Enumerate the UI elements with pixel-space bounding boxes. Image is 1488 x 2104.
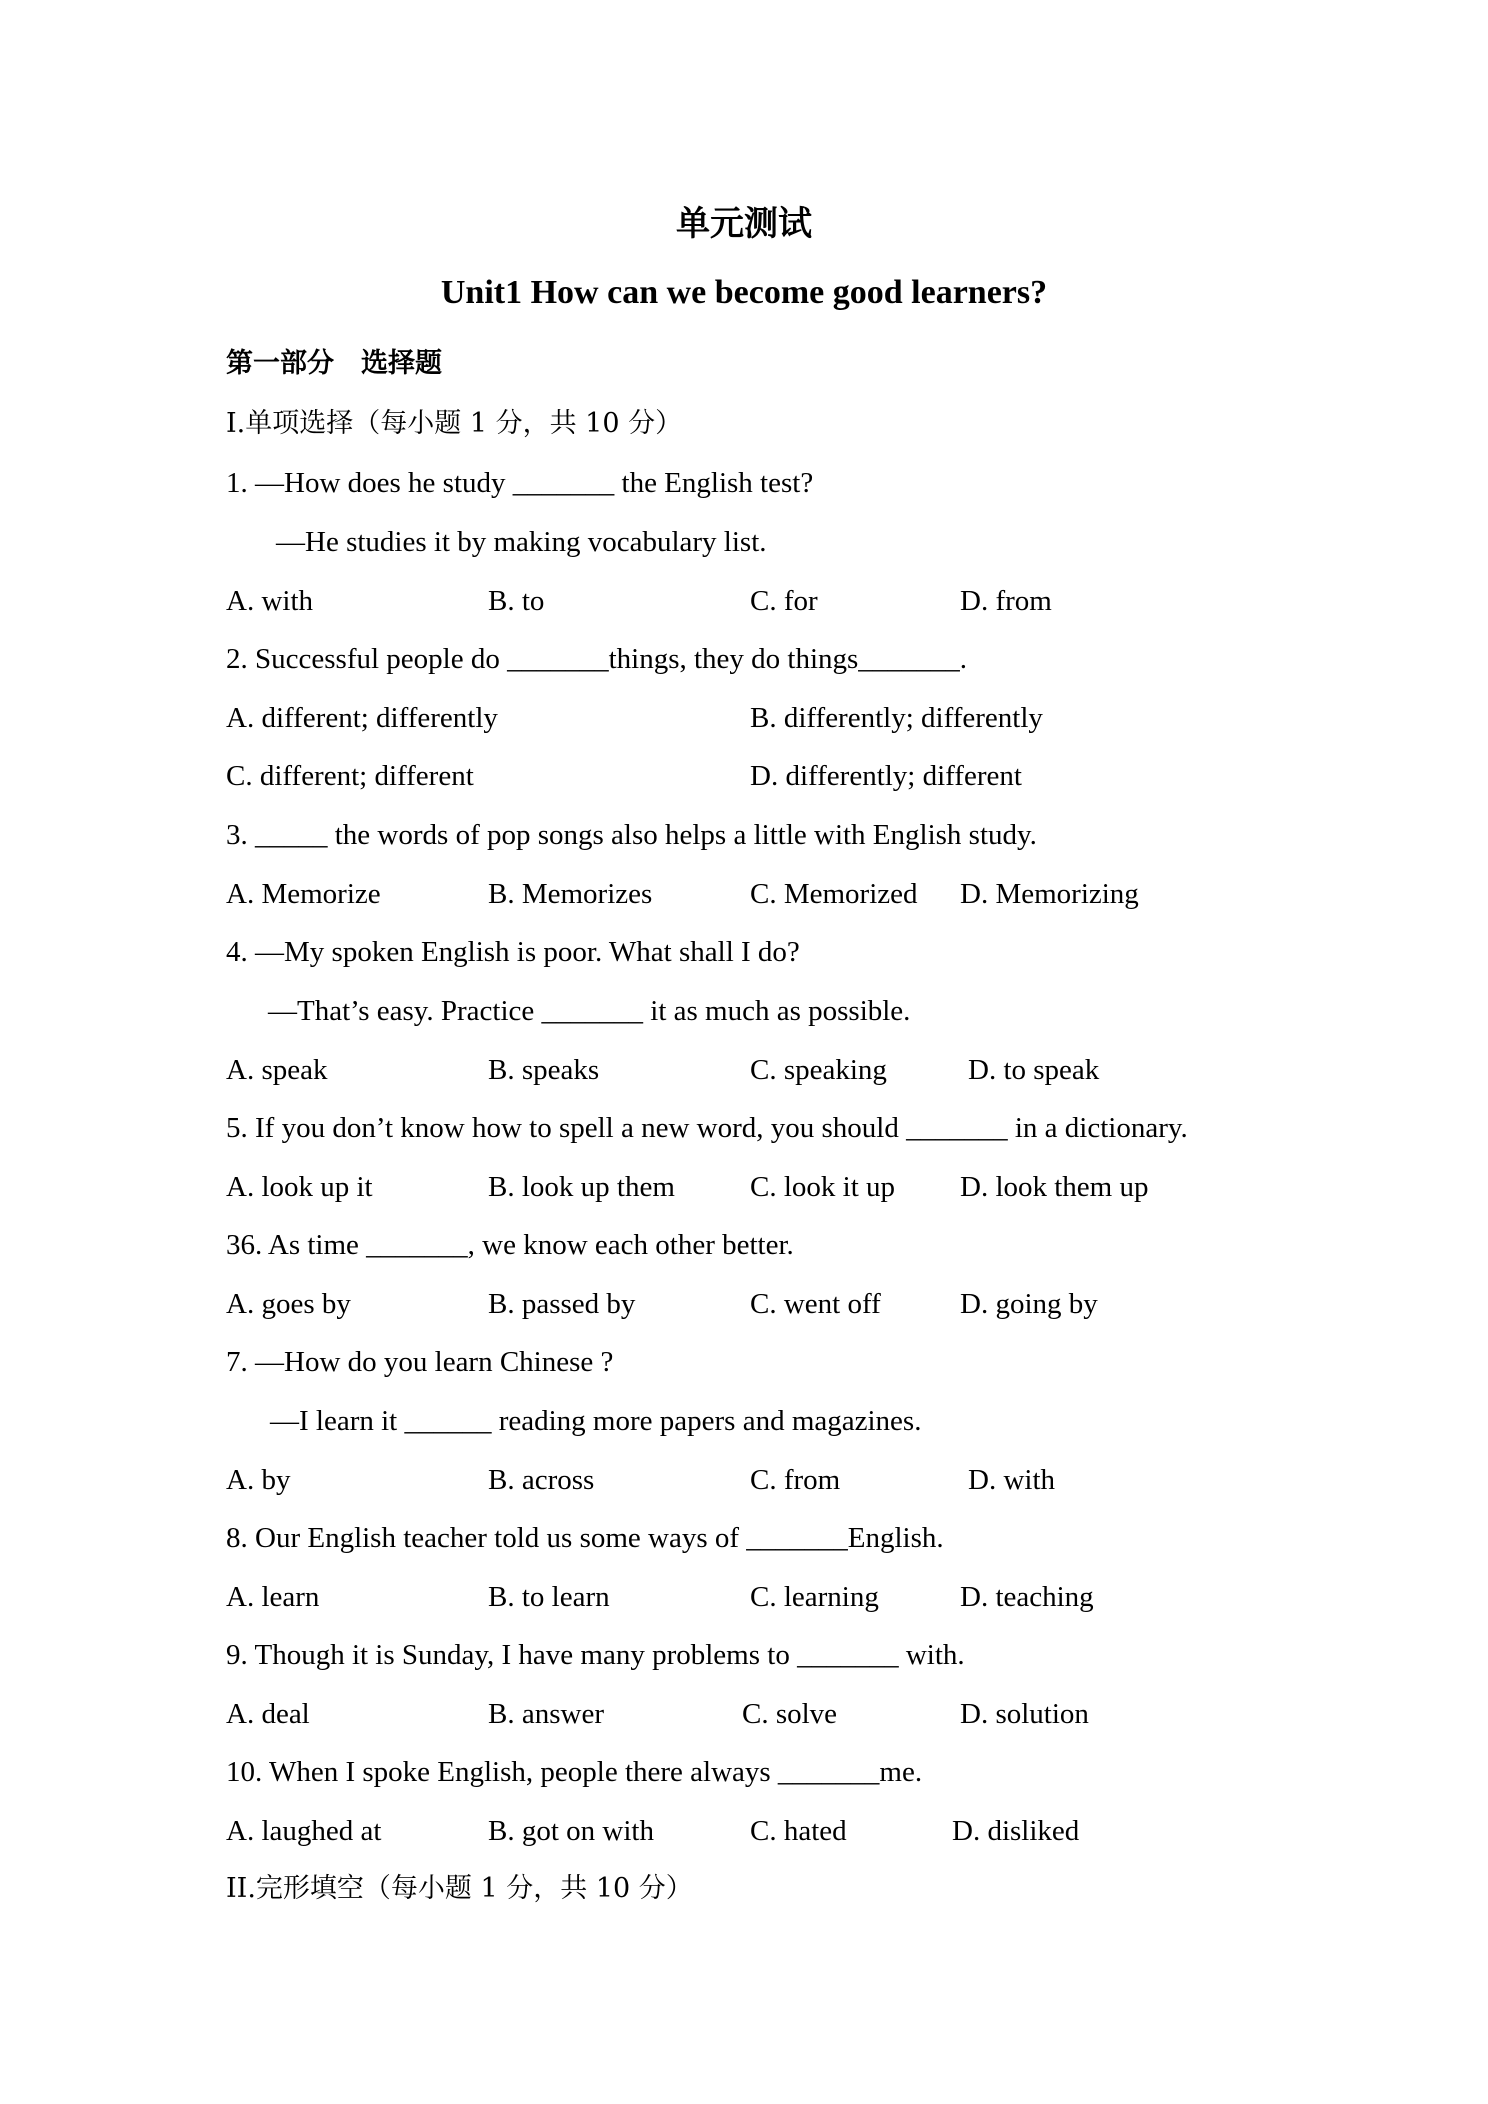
question-3-option-b: B. Memorizes <box>488 878 653 910</box>
question-4-answer-line: —That’s easy. Practice _______ it as much as possible. <box>268 995 911 1027</box>
question-2-option-b: B. differently; differently <box>750 702 1043 734</box>
question-4-option-b: B. speaks <box>488 1054 600 1086</box>
question-7-option-b: B. across <box>488 1464 595 1496</box>
question-7-option-a: A. by <box>226 1464 291 1496</box>
question-2-option-c: C. different; different <box>226 760 474 792</box>
question-6-option-c: C. went off <box>750 1288 881 1320</box>
page-title-english: Unit1 How can we become good learners? <box>440 274 1048 311</box>
question-5-option-a: A. look up it <box>226 1171 373 1203</box>
question-10-stem: 10. When I spoke English, people there always _______me. <box>226 1756 923 1788</box>
question-5-stem: 5. If you don’t know how to spell a new word, you should _______ in a dictionary. <box>226 1112 1188 1144</box>
question-4-option-a: A. speak <box>226 1054 328 1086</box>
question-3-option-a: A. Memorize <box>226 878 381 910</box>
question-8-option-d: D. teaching <box>960 1581 1094 1613</box>
question-8-option-b: B. to learn <box>488 1581 610 1613</box>
question-4-option-d: D. to speak <box>968 1054 1100 1086</box>
question-9-option-d: D. solution <box>960 1698 1089 1730</box>
question-6-option-d: D. going by <box>960 1288 1098 1320</box>
question-5-option-b: B. look up them <box>488 1171 675 1203</box>
question-1-option-a: A. with <box>226 585 313 617</box>
question-8-stem: 8. Our English teacher told us some ways of _______English. <box>226 1522 944 1554</box>
question-1-option-b: B. to <box>488 585 545 617</box>
question-1-stem: 1. —How does he study _______ the English test? <box>226 467 814 499</box>
question-2-option-d: D. differently; different <box>750 760 1022 792</box>
question-9-option-b: B. answer <box>488 1698 604 1730</box>
question-6-option-a: A. goes by <box>226 1288 351 1320</box>
question-7-stem: 7. —How do you learn Chinese ? <box>226 1346 614 1378</box>
question-6-option-b: B. passed by <box>488 1288 636 1320</box>
question-7-option-d: D. with <box>968 1464 1055 1496</box>
question-5-option-d: D. look them up <box>960 1171 1149 1203</box>
question-7-answer-line: —I learn it ______ reading more papers and magazines. <box>270 1405 922 1437</box>
question-5-option-c: C. look it up <box>750 1171 896 1203</box>
section1-heading: I.单项选择（每小题 1 分，共 10 分） <box>226 408 683 439</box>
question-2-stem: 2. Successful people do _______things, they do things_______. <box>226 643 968 675</box>
question-10-option-c: C. hated <box>750 1815 847 1847</box>
question-9-stem: 9. Though it is Sunday, I have many problems to _______ with. <box>226 1639 965 1671</box>
question-3-option-c: C. Memorized <box>750 878 918 910</box>
question-3-option-d: D. Memorizing <box>960 878 1139 910</box>
question-10-option-a: A. laughed at <box>226 1815 382 1847</box>
question-1-option-d: D. from <box>960 585 1052 617</box>
question-9-option-c: C. solve <box>742 1698 838 1730</box>
question-7-option-c: C. from <box>750 1464 841 1496</box>
question-4-stem: 4. —My spoken English is poor. What shall I do? <box>226 936 800 968</box>
section2-heading: II.完形填空（每小题 1 分，共 10 分） <box>226 1873 693 1904</box>
question-8-option-a: A. learn <box>226 1581 320 1613</box>
question-10-option-b: B. got on with <box>488 1815 654 1847</box>
question-6-stem: 36. As time _______, we know each other better. <box>226 1229 794 1261</box>
question-10-option-d: D. disliked <box>952 1815 1080 1847</box>
page-title-chinese: 单元测试 <box>676 204 812 244</box>
question-4-option-c: C. speaking <box>750 1054 887 1086</box>
question-3-stem: 3. _____ the words of pop songs also helps a little with English study. <box>226 819 1037 851</box>
question-8-option-c: C. learning <box>750 1581 879 1613</box>
question-2-option-a: A. different; differently <box>226 702 498 734</box>
question-1-option-c: C. for <box>750 585 818 617</box>
part1-heading: 第一部分 选择题 <box>226 348 442 379</box>
question-1-answer-line: —He studies it by making vocabulary list. <box>276 526 767 558</box>
question-9-option-a: A. deal <box>226 1698 310 1730</box>
